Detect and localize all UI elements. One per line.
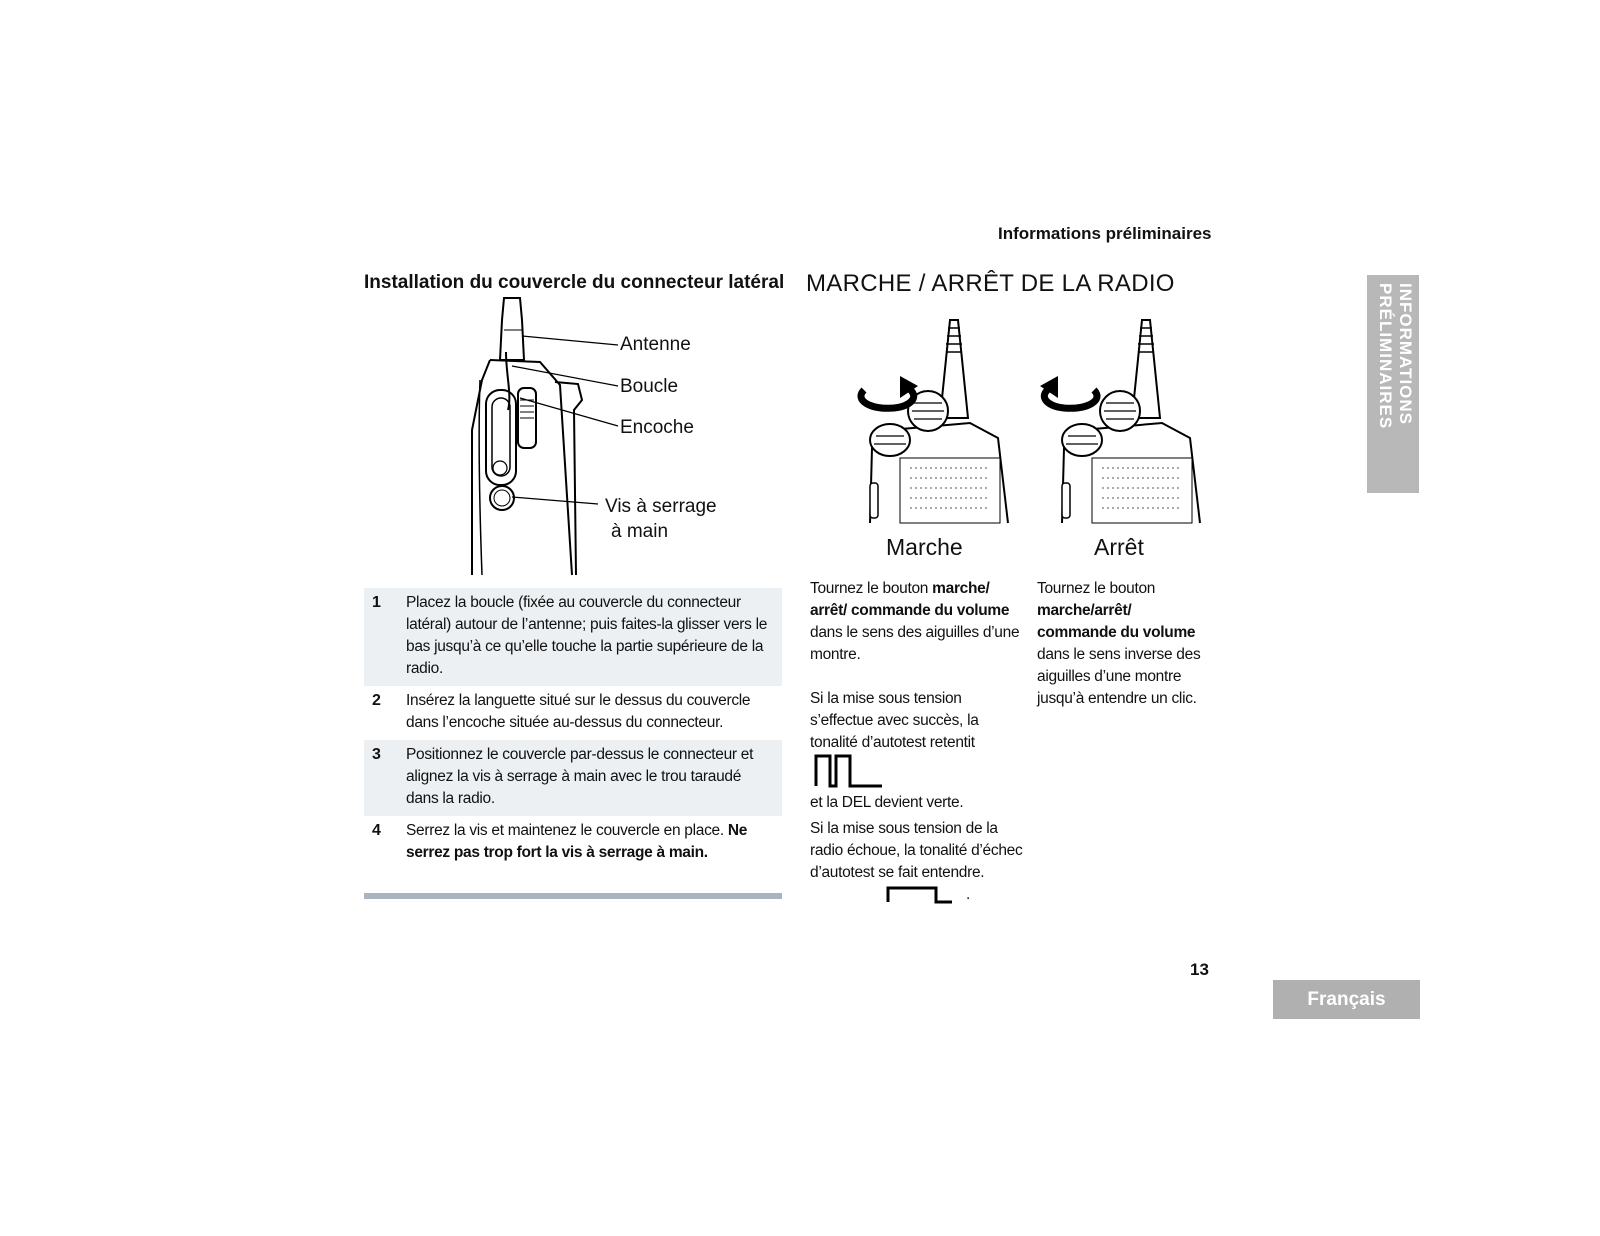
off-text-bold: marche/arrêt/ commande du volume	[1037, 602, 1196, 641]
radio-power-off-illustration	[1042, 318, 1207, 523]
self-test-fail-tone-icon	[886, 886, 954, 904]
power-on-led-text: et la DEL devient verte.	[810, 794, 964, 811]
caption-on: Marche	[886, 534, 963, 560]
step-number: 1	[372, 594, 381, 611]
list-bottom-rule	[364, 893, 782, 899]
left-section-heading: Installation du couvercle du connecteur latéral	[364, 272, 785, 293]
step-number: 4	[372, 822, 381, 839]
on-text-bold: marche/ arrêt/ commande du volume	[810, 580, 1010, 619]
callout-thumbscrew-line-2: à main	[611, 521, 669, 542]
installation-steps	[364, 588, 782, 870]
step-warning: Ne serrez pas trop fort la vis à serrage à main.	[406, 822, 748, 861]
step-item	[364, 588, 782, 686]
step-item	[364, 816, 782, 870]
radio-side-connector-illustration	[460, 290, 600, 575]
step-number: 2	[372, 692, 381, 709]
off-text-2: dans le sens inverse des aiguilles d’une montre jusqu’à entendre un clic.	[1037, 646, 1201, 707]
callout-loop: Boucle	[620, 376, 679, 397]
section-side-tab	[1367, 275, 1419, 493]
power-off-instructions	[1037, 578, 1207, 710]
step-text: Positionnez le couvercle par-dessus le connecteur et alignez la vis à serrage à main avec le trou taraudé dans la radio.	[406, 746, 754, 807]
radio-power-on-illustration	[850, 318, 1015, 523]
callout-thumbscrew-line-1: Vis à serrage	[605, 496, 717, 517]
side-tab-line-2: PRÉLIMINAIRES	[1376, 283, 1395, 430]
on-text-1: Tournez le bouton	[810, 580, 933, 597]
step-item	[364, 686, 782, 740]
step-number: 3	[372, 746, 381, 763]
step-text: Serrez la vis et maintenez le couvercle en place.	[406, 822, 724, 839]
step-text: Insérez la languette situé sur le dessus du couvercle dans l’encoche située au-dessus du connecteur.	[406, 692, 751, 731]
step-item	[364, 740, 782, 816]
self-test-pass-tone-icon	[814, 752, 884, 788]
power-on-fail-period: .	[966, 886, 971, 903]
callout-notch: Encoche	[620, 417, 694, 438]
caption-off: Arrêt	[1094, 534, 1144, 560]
language-tab: Français	[1273, 980, 1420, 1019]
off-text-1: Tournez le bouton	[1037, 580, 1156, 597]
step-text: Placez la boucle (fixée au couvercle du connecteur latéral) autour de l’antenne; puis faites-la glisser vers le bas jusqu’à ce qu’elle touche la partie supérieure de la radio.	[406, 594, 768, 677]
power-on-fail-text: Si la mise sous tension de la radio échoue, la tonalité d’échec d’autotest se fait entendre.	[810, 820, 1023, 881]
page-number: 13	[1190, 960, 1209, 979]
on-text-2: dans le sens des aiguilles d’une montre.	[810, 624, 1020, 663]
power-on-instructions	[810, 578, 1025, 666]
power-on-success-text: Si la mise sous tension s’effectue avec succès, la tonalité d’autotest retentit	[810, 690, 979, 751]
right-section-heading: MARCHE / ARRÊT DE LA RADIO	[806, 270, 1175, 297]
callout-antenna: Antenne	[620, 334, 691, 355]
side-tab-line-1: INFORMATIONS	[1396, 283, 1415, 426]
running-header: Informations préliminaires	[998, 224, 1212, 243]
